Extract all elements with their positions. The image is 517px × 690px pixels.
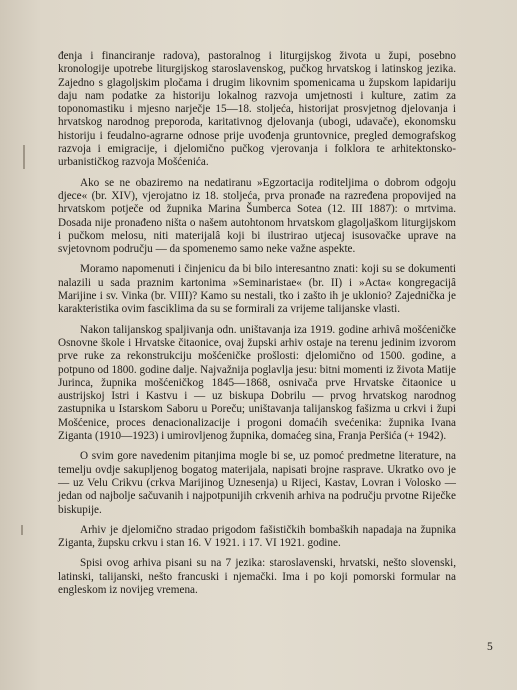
page-number: 5 — [487, 641, 493, 653]
margin-mark — [21, 525, 23, 535]
margin-mark — [23, 145, 25, 169]
paragraph-3: Moramo napomenuti i činjenicu da bi bilo interesantno znati: koji su se dokumenti nalazili u sada praznim kartonima »Seminaristae« (br. II) i »Acta« kongregacijâ Marijine i sv. Vinka (br. VIII)? Kamo su nestali, tko i zašto ih je uklonio? Zajednička je karakteristika ovim fasciklima da su se formirali za vrijeme talijanske vlasti. — [58, 263, 456, 316]
paragraph-7: Spisi ovog arhiva pisani su na 7 jezika: staroslavenski, hrvatski, nešto slovenski, latinski, talijanski, nešto francuski i njemački. Ima i po koji pomorski formular na engleskom iz novijeg vremena. — [58, 557, 456, 596]
paragraph-4: Nakon talijanskog spaljivanja odn. uništavanja iza 1919. godine arhivâ mošćeničke Osnovne škole i Hrvatske čitaonice, ovaj župski arhiv ostaje na terenu jedinim izvorom prve ruke za rekonstrukciju mošćeničke prošlosti: djelomično od 1500. godine, a potpuno od 1800. godine dalje. Najvažnija poglavlja jesu: bitni momenti iz života Matije Jurinca, župnika mošćeničkog 1845—1868, osnivača prve Hrvatske čitaonice u austrijskoj Istri i Kastvu i — uz biskupa Dobrilu — prvog hrvatskog narodnog zastupnika u Istarskom Saboru u Poreču; uništavanja talijanskog fašizma u crkvi i župi Mošćenice, proces denacionalizacije i progoni domaćih svećenika: župnika Ivana Ziganta (1910—1923) i umirovljenog župnika, domaćeg sina, Franja Peršića (+ 1942). — [58, 323, 456, 443]
body-text — [58, 50, 456, 597]
paragraph-6: Arhiv je djelomično stradao prigodom fašističkih bombaških napadaja na župnika Ziganta, župsku crkvu i stan 16. V 1921. i 17. VI 1921. godine. — [58, 523, 456, 550]
paragraph-2: Ako se ne obaziremo na nedatiranu »Egzortacija roditeljima o dobrom odgoju djece« (br. XIV), vjerojatno iz 18. stoljeća, prva pronađe na razređena propovijed na hrvatskom potječe od župnika Marina Šumberca Sotea (12. III 1887): o mrtvima. Dosada nije pronađeno ništa o našem autohtonom hrvatskom glagoljaškom liturgijskom i pučkom melosu, niti materijalâ koji bi ilustrirao utjecaj isusovačke uprave na svjetovnom području — da spomenemo samo neke važne aspekte. — [58, 176, 456, 256]
paragraph-1: đenja i financiranje radova), pastoralnog i liturgijskog života u župi, posebno kronologije upotrebe liturgijskog staroslavenskog, pučkog hrvatskog i latinskog jezika. Zajedno s glagoljskim pločama i drugim likovnim spomenicama u župskom lapidariju daju nam podatke za historiju lokalnog razvoja umjetnosti i kulture, zatim za toponomastiku i mjesno narječje 15—18. stoljeća, historijat prosvjetnog djelovanja i hrvatskog narodnog preporoda, karitativnog djelovanja (ubogi, udavače), ekonomsku historiju i feudalno-agrarne odnose prije uvođenja gruntovnice, pregled demografskog razvoja i emigracije, i djelomično pučkog vjerovanja i folklora te arhitektonsko-urbanističkog razvoja Mošćenića. — [58, 50, 456, 169]
paragraph-5: O svim gore navedenim pitanjima mogle bi se, uz pomoć predmetne literature, na temelju ovdje sakupljenog bogatog materijala, napisati brojne rasprave. Ukratko ovo je — uz Velu Crikvu (crkva Marijinog Uznesenja) u Rijeci, Kastav, Lovran i Volosko — jedan od najbolje sačuvanih i najpotpunijih crkvenih arhiva na području prvotne Riječke biskupije. — [58, 450, 456, 516]
